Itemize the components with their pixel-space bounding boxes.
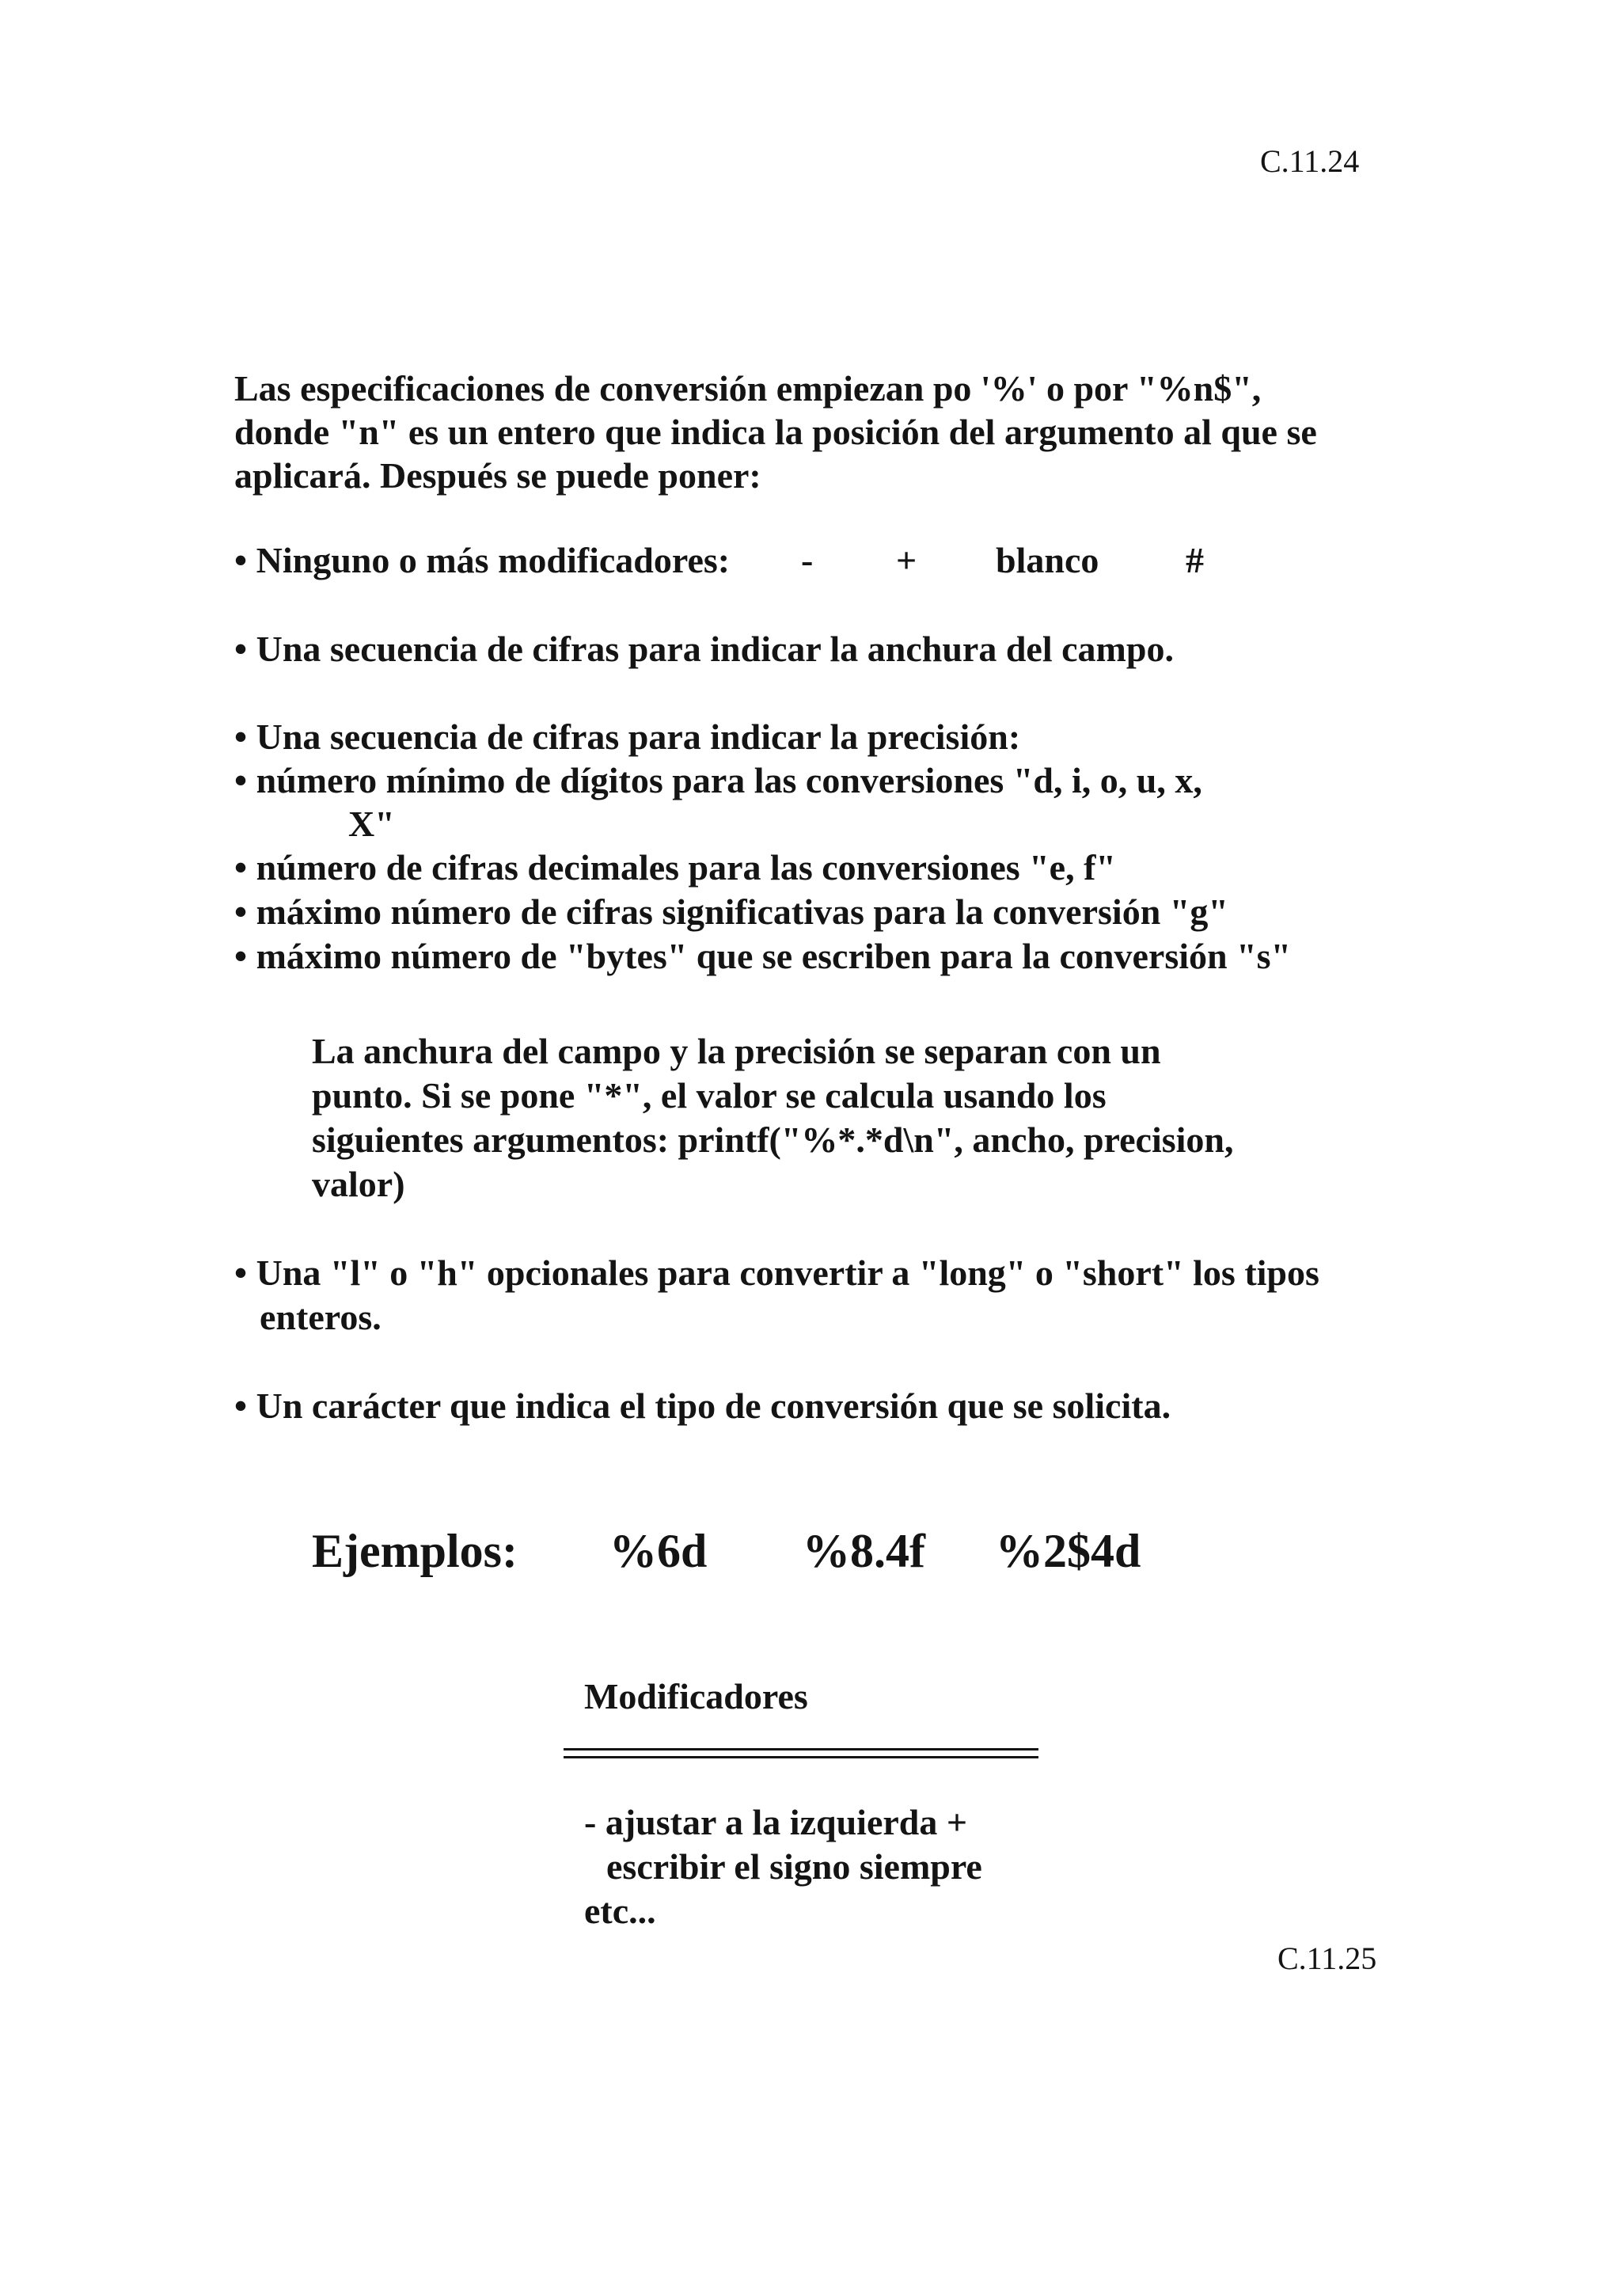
modifiers-label: • Ninguno o más modificadores: (234, 540, 731, 580)
intro-line-2: donde "n" es un entero que indica la posición del argumento al que se (234, 412, 1317, 452)
page-number-top: C.11.24 (1260, 143, 1360, 179)
long-short-line-2: enteros. (260, 1297, 382, 1337)
precision-line-6: • máximo número de "bytes" que se escriben para la conversión "s" (234, 936, 1292, 976)
precision-line-4: • número de cifras decimales para las conversiones "e, f" (234, 847, 1116, 888)
modifier-plus: + (896, 540, 917, 580)
modifier-minus: - (801, 540, 814, 580)
note-line-1: La anchura del campo y la precisión se separan con un (312, 1031, 1161, 1071)
double-rule-bottom (564, 1756, 1038, 1758)
note-line-3: siguientes argumentos: printf("%*.*d\n", ancho, precision, (312, 1119, 1234, 1160)
precision-line-5: • máximo número de cifras significativas para la conversión "g" (234, 891, 1228, 932)
example-6d: %6d (609, 1525, 708, 1577)
note-line-4: valor) (312, 1164, 405, 1204)
long-short-line-1: • Una "l" o "h" opcionales para convertir a "long" o "short" los tipos (234, 1253, 1319, 1293)
modificadores-line-3: etc... (584, 1891, 656, 1931)
example-8-4f: %8.4f (803, 1525, 925, 1577)
intro-line-1: Las especificaciones de conversión empiezan po '%' o por "%n$", (234, 368, 1262, 409)
modificadores-line-1: - ajustar a la izquierda + (584, 1802, 968, 1842)
note-line-2: punto. Si se pone "*", el valor se calcula usando los (312, 1075, 1107, 1116)
precision-line-2: • número mínimo de dígitos para las conversiones "d, i, o, u, x, (234, 760, 1202, 800)
double-rule-top (564, 1748, 1038, 1751)
example-2-4d: %2$4d (996, 1525, 1141, 1577)
examples-label: Ejemplos: (312, 1525, 518, 1577)
modifier-blanco: blanco (996, 540, 1099, 580)
modifier-hash: # (1186, 540, 1204, 580)
conversion-char-line: • Un carácter que indica el tipo de conversión que se solicita. (234, 1386, 1171, 1426)
precision-line-1: • Una secuencia de cifras para indicar la precisión: (234, 717, 1021, 757)
precision-line-3: X" (348, 804, 395, 844)
intro-line-3: aplicará. Después se puede poner: (234, 455, 761, 496)
modificadores-title: Modificadores (584, 1676, 808, 1716)
page-number-bottom: C.11.25 (1277, 1941, 1377, 1976)
modificadores-line-2: escribir el signo siempre (606, 1846, 982, 1887)
width-line: • Una secuencia de cifras para indicar la anchura del campo. (234, 629, 1174, 669)
